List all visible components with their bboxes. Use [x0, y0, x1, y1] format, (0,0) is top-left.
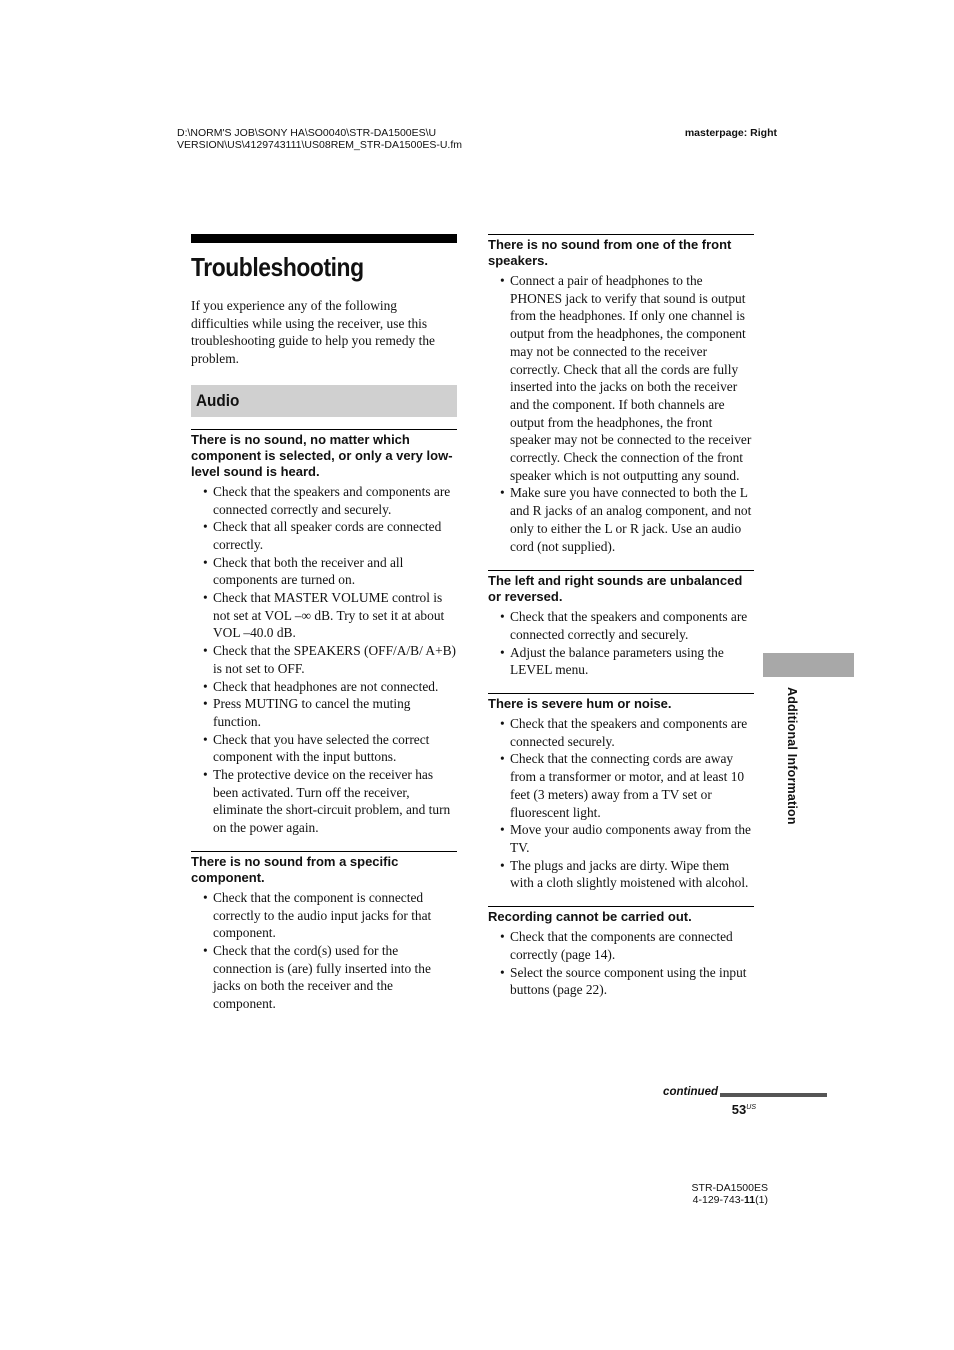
topic-front-speaker [488, 234, 754, 555]
topic-heading: There is severe hum or noise. [488, 696, 672, 712]
list-item: • Check that you have selected the correct component with the input buttons. [191, 731, 457, 766]
file-path-line-1: D:\NORM'S JOB\SONY HA\SO0040\STR-DA1500ES\U [177, 127, 437, 139]
bullet-list [191, 483, 457, 837]
list-item: • Move your audio components away from the TV. [488, 821, 754, 856]
model-code-prefix: 4-129-743- [692, 1194, 745, 1206]
page-title: Troubleshooting [191, 252, 364, 282]
continued-label: continued [663, 1086, 718, 1098]
bullet-list [488, 715, 754, 892]
topic-heading: There is no sound, no matter which component is selected, or only a very low-level sound is heard. [191, 431, 453, 479]
model-code-suffix: (1) [755, 1194, 768, 1206]
topic-recording [488, 906, 754, 999]
title-rule [191, 234, 457, 243]
list-item: • Check that MASTER VOLUME control is not set at VOL –∞ dB. Try to set it at about VOL –40.0 dB. [191, 589, 457, 642]
page-number-suffix: US [746, 1104, 756, 1111]
bullet-list [488, 608, 754, 679]
model-footer [640, 1182, 768, 1206]
list-item: • Check that the speakers and components are connected correctly and securely. [488, 608, 754, 643]
topic-heading: There is no sound from one of the front speakers. [488, 237, 732, 268]
list-item: • Check that the speakers and components are connected correctly and securely. [191, 483, 457, 518]
topic-heading: The left and right sounds are unbalanced or reversed. [488, 573, 743, 605]
bullet-list [488, 928, 754, 999]
bullet-list [488, 272, 754, 555]
list-item: • Check that the SPEAKERS (OFF/A/B/ A+B) is not set to OFF. [191, 642, 457, 677]
topic-no-sound [191, 429, 457, 837]
continued-rule [720, 1093, 827, 1097]
page-number [680, 1102, 756, 1117]
list-item: • Press MUTING to cancel the muting function. [191, 695, 457, 730]
section-title: Audio [196, 390, 240, 410]
topic-unbalanced [488, 570, 754, 679]
list-item: • Check that the component is connected correctly to the audio input jacks for that component. [191, 889, 457, 942]
list-item: • Make sure you have connected to both the L and R jacks of an analog component, and not only to either the L or R jack. Use an audio cord (not supplied). [488, 484, 754, 555]
topic-hum-noise [488, 693, 754, 892]
right-column [488, 234, 754, 999]
topic-heading: Recording cannot be carried out. [488, 909, 692, 925]
list-item: • Check that all speaker cords are connected correctly. [191, 518, 457, 553]
model-code-bold: 11 [744, 1194, 756, 1206]
model-code [640, 1194, 768, 1206]
list-item: • Connect a pair of headphones to the PHONES jack to verify that sound is output from the headphones. If only one channel is output from the headphones, the component may not be connected to the receiver correctly. Check that all the cords are fully inserted into the jacks on both the receiver and the component. If both channels are output from the headphones, the front speaker may not be connected to the receiver correctly. Check the connection of the front speaker which is not outputting any sound. [488, 272, 754, 484]
list-item: • Check that headphones are not connected. [191, 678, 457, 696]
file-path-line-2: VERSION\US\4129743111\US08REM_STR-DA1500ES-U.fm [177, 139, 462, 151]
list-item: • Check that the speakers and components are connected securely. [488, 715, 754, 750]
left-column [191, 234, 457, 1013]
intro-paragraph: If you experience any of the following difficulties while using the receiver, use this troubleshooting guide to help you remedy the problem. [191, 298, 435, 367]
list-item: • Select the source component using the input buttons (page 22). [488, 964, 754, 999]
page-number-value: 53 [731, 1102, 747, 1117]
file-path-header [177, 127, 597, 151]
list-item: • Check that the connecting cords are away from a transformer or motor, and at least 10 feet (3 meters) away from a TV set or fluorescent light. [488, 750, 754, 821]
list-item: • Check that both the receiver and all components are turned on. [191, 554, 457, 589]
topic-heading: There is no sound from a specific component. [191, 853, 399, 885]
masterpage-label: masterpage: Right [684, 127, 777, 139]
list-item: • The plugs and jacks are dirty. Wipe them with a cloth slightly moistened with alcohol. [488, 857, 754, 892]
section-header [191, 385, 457, 417]
list-item: • The protective device on the receiver has been activated. Turn off the receiver, eliminate the short-circuit problem, and turn on the power again. [191, 766, 457, 837]
list-item: • Check that the cord(s) used for the connection is (are) fully inserted into the jacks on both the receiver and the component. [191, 942, 457, 1013]
topic-specific-component [191, 851, 457, 1013]
side-tab-label: Additional Information [785, 687, 799, 825]
list-item: • Adjust the balance parameters using the LEVEL menu. [488, 644, 754, 679]
section-side-tab [763, 653, 854, 677]
model-name: STR-DA1500ES [691, 1182, 768, 1194]
bullet-list [191, 889, 457, 1013]
list-item: • Check that the components are connected correctly (page 14). [488, 928, 754, 963]
